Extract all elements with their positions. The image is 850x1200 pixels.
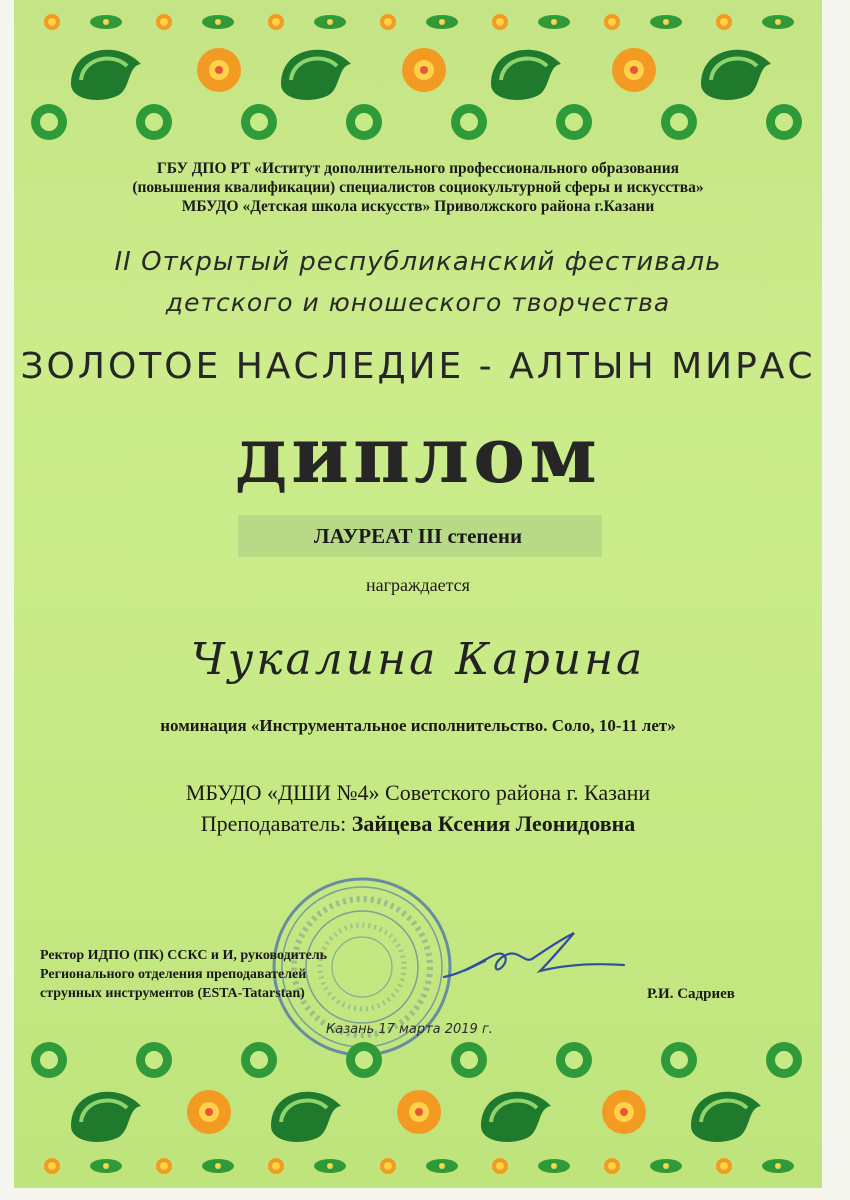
organizer-line-3: МБУДО «Детская школа искусств» Приволжского района г.Казани (181, 198, 655, 215)
nomination: номинация «Инструментальное исполнительство. Соло, 10-11 лет» (160, 716, 676, 735)
teacher-name: Зайцева Ксения Леонидовна (351, 811, 636, 836)
festival-line-1: II Открытый республиканский фестиваль (114, 247, 722, 277)
bottom-ornament-border (14, 1030, 822, 1188)
organizer-line-2: (повышения квалификации) специалистов социокультурной сферы и искусства» (132, 179, 704, 196)
teacher-label: Преподаватель: (200, 811, 347, 836)
organizer-line-1: ГБУ ДПО РТ «Иститут дополнительного профессионального образования (156, 160, 680, 177)
diploma-sheet (14, 0, 822, 1188)
bottom-ornament-row (44, 1158, 794, 1174)
handwritten-signature (434, 925, 634, 995)
festival-line-2: детского и юношеского творчества (165, 288, 671, 317)
signatory-line-1: Ректор ИДПО (ПК) ССКС и И, руководитель (40, 948, 328, 963)
top-ornament-row (44, 14, 794, 30)
recipient-name: Чукалина Карина (190, 634, 646, 685)
laureate-degree: ЛАУРЕАТ III степени (313, 524, 523, 548)
city-date: Казань 17 марта 2019 г. (326, 1022, 493, 1037)
awarded-label: награждается (366, 575, 470, 595)
bottom-rosette-row (31, 1042, 802, 1078)
signatory-name: Р.И. Садриев (647, 986, 735, 1002)
signatory-line-3: струнных инструментов (ESTA-Tatarstan) (40, 986, 305, 1001)
signatory-position (40, 946, 460, 1003)
top-ornament-border (14, 0, 822, 150)
bottom-paisley-row (71, 1090, 761, 1142)
school-name: МБУДО «ДШИ №4» Советского района г. Казани (185, 780, 651, 805)
teacher-line (14, 811, 822, 837)
diploma-title: диплом (235, 410, 601, 501)
signatory-line-2: Регионального отделения преподавателей (40, 967, 307, 982)
festival-name: ЗОЛОТОЕ НАСЛЕДИЕ - АЛТЫН МИРАС (20, 346, 816, 387)
top-rosette-row (31, 104, 802, 140)
top-paisley-row (71, 48, 771, 100)
